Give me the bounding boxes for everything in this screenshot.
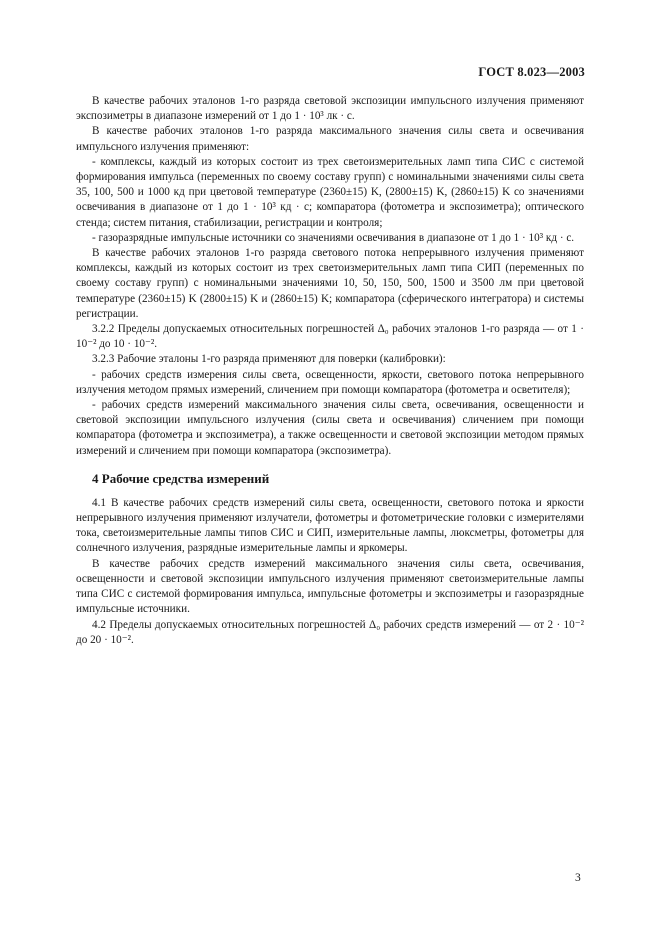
list-item: - комплексы, каждый из которых состоит из трех светоизмерительных ламп типа СИС с системой формирования импульса (переменных по своему составу групп) с номинальными значениями силы света 35, 100, 500 и 1000 кд при цветовой температуре (2360±15) K, (2800±15) K, (2860±15) K со значениями освечивания в диапазоне от 1 до 1 · 10³ кд · с; компаратора (фотометра и экспозиметра); оптического стенда; систем питания, стабилизации, регистрации и контроля;	[76, 155, 584, 229]
paragraph: В качестве рабочих средств измерений максимального значения силы света, освечивания, освещенности и световой экспозиции импульсного излучения применяют светоизмерительные лампы типа СИС с системой формирования импульса, импульсные фотометры и экспозиметры и газоразрядные импульсные источники.	[76, 557, 584, 616]
section-4-title: 4 Рабочие средства измерений	[92, 470, 270, 486]
clause-3-2-2: 3.2.2 Пределы допускаемых относительных погрешностей Δ₀ рабочих эталонов 1-го разряда — от 1 · 10⁻² до 10 · 10⁻².	[76, 323, 584, 351]
paragraph: В качестве рабочих эталонов 1-го разряда световой экспозиции импульсного излучения применяют экспозиметры в диапазоне измерений от 1 до 1 · 10³ лк · с.	[76, 95, 584, 123]
clause-4-1: 4.1 В качестве рабочих средств измерений силы света, освещенности, светового потока и яркости непрерывного излучения применяют излучатели, фотометры и фотометрические головки с измерителями тока, светоизмерительные лампы типов СИС и СИП, измерительные лампы, люксметры, фотометры для солнечного излучения, разрядные измерительные лампы и яркомеры.	[76, 496, 584, 555]
clause-4-2: 4.2 Пределы допускаемых относительных погрешностей Δ₀ рабочих средств измерений — от 2 · 10⁻² до 20 · 10⁻².	[76, 618, 584, 646]
list-item: - газоразрядные импульсные источники со значениями освечивания в диапазоне от 1 до 1 · 10³ кд · с.	[92, 231, 575, 244]
document-body	[76, 94, 584, 648]
clause-3-2-3: 3.2.3 Рабочие эталоны 1-го разряда применяют для поверки (калибровки):	[92, 353, 446, 366]
list-item: - рабочих средств измерения силы света, освещенности, яркости, светового потока непрерывного излучения методом прямых измерений, сличением при помощи компаратора (фотометра и осветителя);	[76, 368, 584, 396]
document-code: ГОСТ 8.023—2003	[478, 65, 585, 79]
paragraph: В качестве рабочих эталонов 1-го разряда максимального значения силы света и освечивания импульсного излучения применяют:	[76, 125, 584, 153]
paragraph: В качестве рабочих эталонов 1-го разряда светового потока непрерывного излучения применяют комплексы, каждый из которых состоит из трех светоизмерительных ламп типа СИП (переменных по своему составу групп) с номинальными значениями 10, 50, 150, 500, 1500 и 3500 лм при цветовой температуре (2360±15) K (2800±15) K и (2860±15) K; компаратора (сферического интегратора) и системы регистрации.	[76, 247, 584, 320]
list-item: - рабочих средств измерений максимального значения силы света, освечивания, освещенности и световой экспозиции импульсного излучения (силы света и освечивания) сличением при помощи компаратора (фотометра и экспозиметра), а также освещенности и световой экспозиции методом прямых измерений и сличением при помощи компаратора (экспозиметра).	[76, 399, 584, 457]
page-number: 3	[575, 872, 581, 884]
